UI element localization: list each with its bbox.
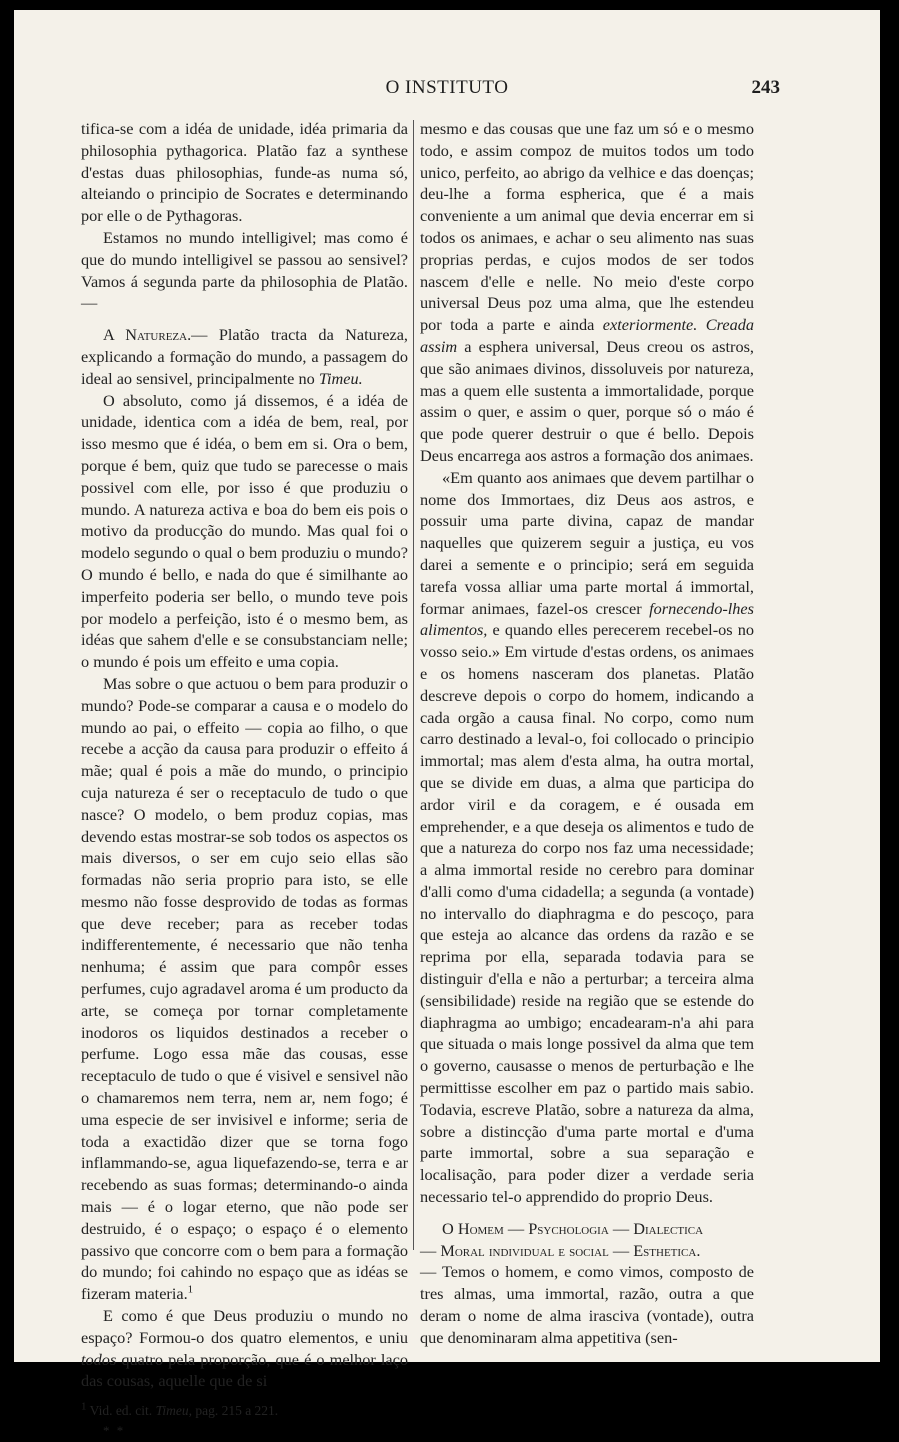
running-title: O INSTITUTO	[385, 77, 509, 98]
paragraph-text	[697, 315, 705, 334]
section-heading-homem	[420, 1218, 754, 1262]
section-heading-line: O Homem — Psychologia — Dialectica	[442, 1218, 704, 1238]
left-column	[81, 118, 408, 1442]
paragraph	[420, 118, 754, 467]
footnote-reference: 1	[187, 1283, 194, 1296]
paragraph: tifica-se com a idéa de unidade, idéa primaria da philosophia pythagorica. Platão faz a synthese d'estas duas philosophias, funde-as numa só, alteiando o principio de Socrates e determinando por elle o de Pythagoras.	[81, 119, 408, 226]
paragraph-text: quatro pela proporção, que é o melhor laço das cousas, aquelle que de si	[81, 1349, 408, 1391]
italic-text: fornecendo-lhes alimentos,	[420, 598, 754, 640]
footnote-text: Vid. ed. cit.	[86, 1403, 156, 1419]
footnote-number: 1	[81, 1400, 87, 1413]
paragraph: O absoluto, como já dissemos, é a idéa de unidade, identica com a idéa de bem, real, por isso mesmo que é idéa, o bem em si. Ora o bem, porque é bem, quiz que tudo se parecesse o mais possivel com elle, por isso é que produziu o mundo. A natureza activa e boa do bem eis pois o motivo da producção do mundo. Mas qual foi o modelo segundo o qual o bem produziu o mundo? O mundo é bello, e nada do que é similhante ao imperfeito poderia ser bello, o mundo teve pois por modelo a perfeição, isto é o mesmo bem, as idéas que sahem d'elle e se consubstanciam nelle; o mundo é pois um effeito e uma copia.	[81, 390, 408, 672]
paragraph-text: E como é que Deus produziu o mundo no espaço? Formou-o dos quatro elementos, e uniu	[81, 1306, 408, 1347]
section-heading-line: — Moral individual e social — Esthetica.	[420, 1240, 701, 1260]
paragraph-text: «Em quanto aos animaes que devem partilhar o nome dos Immortaes, diz Deus aos astros, e possuir uma parte divina, capaz de mandar naquelles que quizerem seguir a justiça, eu vos darei a semente e o principio; será em seguida tarefa vossa alliar uma parte mortal á immortal, formar animaes, fazel-os crescer	[420, 467, 754, 618]
italic-text: Timeu,	[155, 1403, 192, 1419]
footnote	[81, 1402, 408, 1420]
italic-text: exteriormente.	[602, 315, 698, 335]
italic-text: Creada assim	[420, 315, 754, 356]
footnote-text: pag. 215 a 221.	[191, 1403, 279, 1419]
italic-text: todos	[81, 1349, 117, 1369]
right-column	[420, 118, 754, 1349]
paragraph	[81, 1305, 408, 1392]
section-paragraph-natureza	[81, 324, 408, 389]
book-page	[14, 10, 880, 1439]
page-number: 243	[751, 77, 780, 98]
paragraph: — Temos o homem, e como vimos, composto de tres almas, uma immortal, razão, outra a que deram o nome de alma irasciva (vontade), outra que denominaram alma appetitiva (sen-	[420, 1262, 754, 1347]
running-header	[14, 77, 880, 107]
paragraph-text: Mas sobre o que actuou o bem para produzir o mundo? Pode-se comparar a causa e o modelo do mundo ao pai, o effeito — copia ao filho, o que recebe a acção da causa para produzir o effeito á mãe; qual é pois a mãe do mundo, o principio cuja natureza é ser o receptaculo de tudo o que nasce? O modelo, o bem produz copias, mas devendo estas mostrar-se sob todos os aspectos os mais diversos, o ser em cujo seio ellas são formadas não seria proprio para isto, se elle mesmo não fosse desprovido de todas as formas que deve receber; para as receber todas indifferentemente, é necessario que não tenha nenhuma; é assim que para compôr esses perfumes, cujo agradavel aroma é um producto da arte, se começa por tornar completamente inodoros os liquidos destinados a receber o perfume. Logo essa mãe das cousas, esse receptaculo de tudo o que é visivel e sensivel não o chamaremos nem terra, nem ar, nem fogo; é uma especie de ser invisivel e informe; seria de toda a exactidão dizer que se torna fogo inflammando-se, agua liquefazendo-se, terra e ar recebendo as suas formas; determinando-o ainda mais — é o logar eterno, que não pode ser destruido, é o espaço; o espaço é o elemento passivo que concorre com o bem para a formação do mundo; foi cahindo no espaço que as idéas se fizeram materia.	[81, 673, 408, 1304]
paragraph: Estamos no mundo intelligivel; mas como é que do mundo intelligivel se passou ao sensivel? Vamos á segunda parte da philosophia de Platão.—	[81, 227, 408, 313]
paragraph-text: e quando elles perecerem recebel-os no vosso seio.» Em virtude d'estas ordens, os animaes e os homens nasceram dos planetas. Platão descreve depois o corpo do homem, indicando a cada orgão a causa final. No corpo, como num carro destinado a leval-o, foi collocado o principio immortal; mas alem d'esta alma, ha outra mortal, que se divide em duas, a alma que participa do ardor viril e da coragem, e é ousada em emprehender, e a que deseja os alimentos e tudo de que a natureza do corpo nos faz uma necessidade; a alma immortal reside no cerebro para dominar d'alli como d'uma cidadella; a segunda (a vontade) no intervallo do diaphragma e do pescoço, para que esteja ao alcance das ordens da razão e se reprima por ella, separada todavia para se distinguir d'ella e não a perturbar; a terceira alma (sensibilidade) reside na região que se estende do diaphragma ao umbigo; encadearam-n'a ahi para que situada o mais longe possivel da alma que tem o governo, causasse o menos de perturbação e lhe permittisse escolher em paz o partido mais sabio. Todavia, escreve Platão, sobre a natureza da alma, sobre a distincção d'uma parte mortal e d'uma parte immortal, sobre a sua separação e localisação, para poder dizer a verdade seria necessario tel-o apprendido do proprio Deus.	[420, 620, 754, 1207]
section-heading-natureza: A Natureza.	[103, 325, 192, 345]
italic-text: Timeu.	[318, 368, 363, 388]
signature-mark: * *	[103, 1423, 126, 1439]
paragraph	[81, 673, 408, 1305]
paragraph-text: mesmo e das cousas que une faz um só e o mesmo todo, e assim compoz de muitos todos um todo unico, perfeito, ao abrigo da velhice e das doenças; deu-lhe a forma espherica, que é a mais conveniente a um animal que devia encerrar em si todos os animaes, e achar o seu alimento nas suas proprias perdas, e cujos modos de ser todos nascem d'elle e nelle. No meio d'este corpo universal Deus poz uma alma, que lhe estendeu por toda a parte e ainda	[420, 119, 754, 335]
column-divider	[413, 120, 414, 1250]
paragraph-text: a esphera universal, Deus creou os astros, que são animaes divinos, dissoluveis por natureza, mas a quem elle sustenta a immortalidade, porque assim o quer, e assim o quer, porque só o máo é que pode querer destruir o que é bello. Depois Deus encarrega aos astros a formação dos animaes.	[420, 336, 754, 465]
paragraph-text: — Platão tracta da Natureza, explicando a formação do mundo, a passagem do ideal ao sensivel, principalmente no	[81, 325, 408, 388]
paragraph	[420, 467, 754, 1208]
